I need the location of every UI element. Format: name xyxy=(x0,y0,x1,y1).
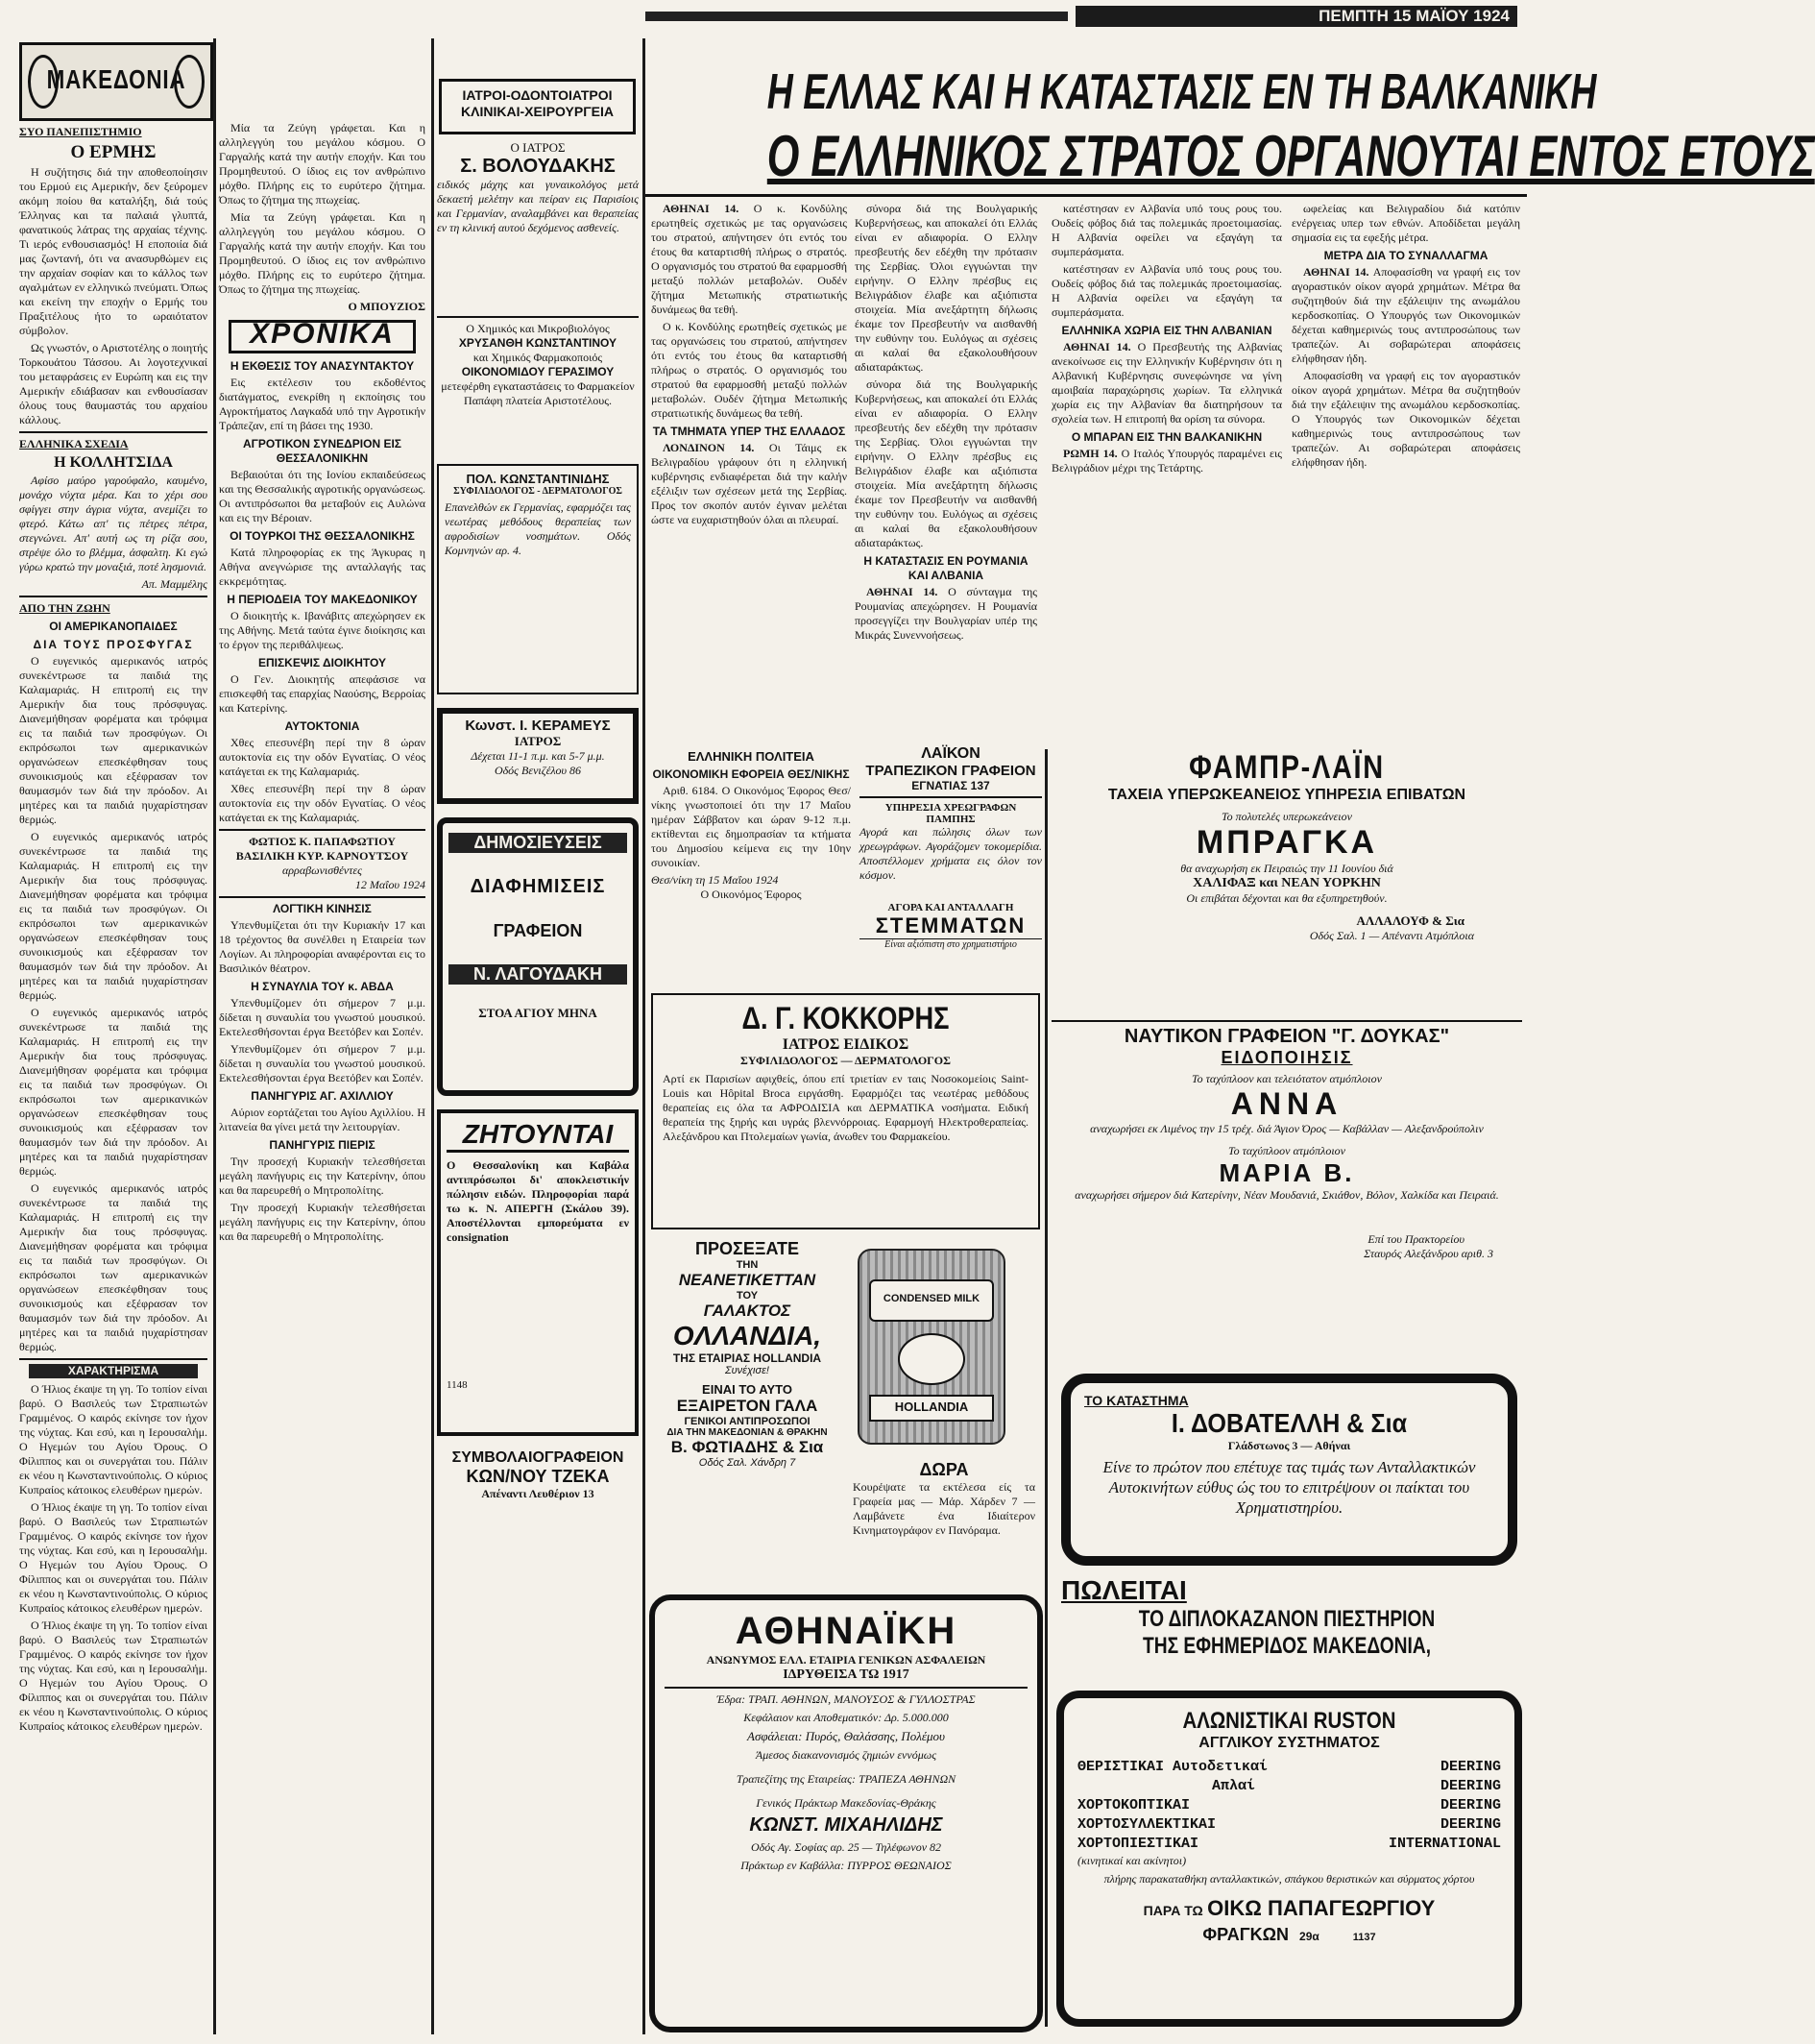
ruston-brand: DEERING xyxy=(1440,1797,1501,1813)
insurance-ad xyxy=(649,1594,1043,2032)
news-body: σύνορα διά της Βουλγαρικής Κυβερνήσεως, και αποκαλεί ότι Ελλάς είναι εν αδιαφορία. Ο Ελλην πρεσβευτής δεν εδέχθη την πρότασιν της Σερβίας. Όλοι εγγυώνται την ειρήνην. Ο Ελλην πρέσβυς εις Βελιγράδιον έλαβε και αξιόπιστα στοιχεία. Μία ανεξάρτητη δήλωσις έκαμε τον Πρεσβευτήν να αισθανθή την ευθύνην του. Ευλόγως αι σχέσεις αι καλαί θα εξακολουθήσουν αδιαταράκτως. xyxy=(855,202,1037,374)
dovatelli-text: Είνε το πρώτον που επέτυχε τας τιμάς των Ανταλλακτικών Αυτοκινήτων εύθυς ώς του το επιτρέψουν οι παίκται του Χρηματιστηρίου. xyxy=(1102,1458,1476,1517)
poem-title: Η ΚΟΛΛΗΤΣΙΔΑ xyxy=(54,454,173,471)
ruston-dealer xyxy=(1077,1896,1501,1921)
news-heading: ΤΑ ΤΜΗΜΑΤΑ ΥΠΕΡ ΤΗΣ ΕΛΛΑΔΟΣ xyxy=(652,425,846,438)
milk-line: ΕΙΝΑΙ ΤΟ ΑΥΤΟ xyxy=(702,1382,792,1397)
milk-can-brand-text: HOLLANDIA xyxy=(894,1399,969,1414)
dovatelli-name: Ι. ΔΟΒΑΤΕΛΛΗ & Σια xyxy=(1171,1408,1408,1438)
insurance-line: Τραπεζίτης της Εταιρείας: ΤΡΑΠΕΖΑ ΑΘΗΝΩΝ xyxy=(736,1772,956,1786)
ruston-item: ΧΟΡΤΟΚΟΠΤΙΚΑΙ xyxy=(1077,1797,1191,1813)
news-dateline: ΑΘΗΝΑΙ 14. xyxy=(1063,340,1131,353)
kerameus-address: Οδός Βενιζέλου 86 xyxy=(494,764,582,777)
notary-line-1: ΣΥΜΒΟΛΑΙΟΓΡΑΦΕΙΟΝ xyxy=(451,1449,624,1466)
wanted-text: Ο Θεσσαλονίκη και Καβάλα αντιπρόσωποι δι' αποκλειστικήν πώλησιν ειδών. Πληροφορίαι παρά τω κ. Ν. ΑΠΕΡΓΗ (Σκάλου 39). Αποστέλλονται εμπορεύματα εν consignation xyxy=(447,1158,629,1244)
section-kicker: ΣΥΟ ΠΑΝΕΠΙΣΤΗΜΙΟ xyxy=(19,125,142,138)
doukas-line: Το ταχύπλοον και τελειότατον ατμόπλοιον xyxy=(1192,1072,1382,1085)
column-3 xyxy=(437,140,639,2032)
doukas-text: αναχωρήσει σήμερον διά Κατερίνην, Νέαν Μουδανιά, Σκιάθον, Βόλον, Χαλκίδα και Πειραιά. xyxy=(1075,1188,1499,1202)
date-line xyxy=(1076,6,1517,27)
masthead xyxy=(19,42,213,121)
doukas-line: Το ταχύπλοον ατμόπλοιον xyxy=(1228,1144,1345,1157)
insurance-line: Οδός Αγ. Σοφίας αρ. 25 — Τηλέφωνον 82 xyxy=(750,1840,942,1854)
divider xyxy=(437,316,639,318)
doctor-ad-text: ειδικός μάχης και γυναικολόγος μετά δεκαετή μελέτην και πείραν εις Παρισίοις και Γερμανίαν, αναλαμβάνει και θεραπείας εν τη κλινική αυτού δεχόμενος ασθενείς. xyxy=(437,178,639,234)
doukas-ad xyxy=(1052,1016,1522,1372)
news-body: Χθες επεσυνέβη περί την 8 ώραν αυτοκτονία εις την οδόν Εγνατίας. Ο νέος κατάγεται εκ της Καλαμαριάς. xyxy=(219,782,425,824)
ruston-row xyxy=(1077,1758,1501,1777)
news-body xyxy=(1292,265,1520,366)
news-body: Υπενθυμίζομεν ότι σήμερον 7 μ.μ. δίδεται η συναυλία του γνωστού μουσικού. Εκτελεσθήσονται έργα Βεετόβεν και Σοπέν. xyxy=(219,1042,425,1084)
divider xyxy=(19,1358,207,1360)
sub-headline: Ο ΕΛΛΗΝΙΚΟΣ ΣΤΡΑΤΟΣ ΟΡΓΑΝΟΥΤΑΙ ΕΝΤΟΣ ΕΤΟΥΣ xyxy=(766,124,1815,188)
ruston-brand: DEERING xyxy=(1440,1816,1501,1833)
column-rule xyxy=(642,38,645,2034)
news-text: Οι Τάιμς εκ Βελιγραδίου γράφουν ότι η ελληνική κυβέρνησις ενδιαφέρεται διά την καλήν εξέλιξιν των σχέσεων μετά της Σερβίας. Προς τον σκοπόν αυτόν έγιναν μελέται ώστε να ευχαριστηθούν όλαι αι πλευραί. xyxy=(651,441,848,526)
insurance-line: Πράκτωρ εν Καβάλλα: ΠΥΡΡΟΣ ΘΕΩΝΑΙΟΣ xyxy=(740,1859,952,1872)
article-subtitle: ΔΙΑ ΤΟΥΣ ΠΡΟΣΦΥΓΑΣ xyxy=(33,638,194,651)
ruston-para: ΠΑΡΑ ΤΩ xyxy=(1143,1903,1203,1918)
doukas-line: Επί του Πρακτορείου xyxy=(1367,1232,1464,1246)
milk-line: ΤΗΣ ΕΤΑΙΡΙΑΣ HOLLANDIA xyxy=(672,1351,822,1365)
wanted-ref: 1148 xyxy=(447,1379,468,1391)
ruston-list xyxy=(1077,1758,1501,1854)
ruston-brand: DEERING xyxy=(1440,1778,1501,1794)
ruston-ref: 1137 xyxy=(1352,1932,1376,1943)
dovatelli-kicker: ΤΟ ΚΑΤΑΣΤΗΜΑ xyxy=(1084,1393,1189,1408)
agency-line-1: ΔΗΜΟΣΙΕΥΣΕΙΣ xyxy=(448,833,627,853)
milk-line: ΝΕΑΝΕΤΙΚΕΤΤΑΝ xyxy=(678,1271,816,1289)
news-body: Ο κ. Κονδύλης ερωτηθείς σχετικώς με τας οργανώσεις του στρατού, απήντησεν ότι εντός του έτους θα καταρτισθή πλήρως ο στρατός. Ο οργανισμός του στρατού θα εφαρμοσθή μεταξύ πολλών μεταβολών. Ουδέν ζήτημα Μετωπικής στρατιωτικής δυνάμεως θα τεθή. xyxy=(651,320,847,420)
agency-line-2: ΔΙΑΦΗΜΙΣΕΙΣ xyxy=(470,876,606,897)
news-text: Ο σύνταγμα της Ρουμανίας απεχώρησεν. Η Ρουμανία προσεγγίζει την Βουλγαρίαν υπέρ της Μικράς Συνεννοήσεως. xyxy=(855,585,1037,642)
news-heading: Ο ΜΠΑΡΑΝ ΕΙΣ ΤΗΝ ΒΑΛΚΑΝΙΚΗΝ xyxy=(1071,430,1263,444)
doukas-ship-2: ΜΑΡΙΑ Β. xyxy=(1219,1158,1355,1187)
milk-line: ΕΞΑΙΡΕΤΟΝ ΓΑΛΑ xyxy=(676,1397,818,1415)
pharmacy-kicker: Ο Χημικός και Μικροβιολόγος xyxy=(466,322,610,335)
column-1 xyxy=(19,121,207,2032)
milk-can-label xyxy=(869,1279,994,1322)
ruston-house: ΟΙΚΩ ΠΑΠΑΓΕΩΡΓΙΟΥ xyxy=(1207,1896,1436,1920)
kokkoris-title: ΙΑΤΡΟΣ ΕΙΔΙΚΟΣ xyxy=(782,1036,909,1053)
news-body: ωφελείας και Βελιγραδίου διά κατόπιν ενέργειας υπερ των εθνών. Αποδίδεται μεγάλη σημασία εις τα εφεξής μέτρα. xyxy=(1292,202,1520,244)
divider xyxy=(665,1687,1028,1689)
fabre-line: Οι επιβάται δέχονται και θα εξυπηρετηθούν. xyxy=(1186,891,1388,905)
column-5 xyxy=(855,202,1037,740)
news-heading: ΑΓΡΟΤΙΚΟΝ ΣΥΝΕΔΡΙΟΝ ΕΙΣ ΘΕΣΣΑΛΟΝΙΚΗΝ xyxy=(242,437,402,465)
doctors-ad-title: ΙΑΤΡΟΙ-ΟΔΟΝΤΟΙΑΤΡΟΙ ΚΛΙΝΙΚΑΙ-ΧΕΙΡΟΥΡΓΕΙΑ xyxy=(461,87,614,119)
section-heading-box: ΧΑΡΑΚΤΗΡΙΣΜΑ xyxy=(29,1364,198,1378)
divider xyxy=(19,596,207,597)
divider xyxy=(19,431,207,433)
ruston-stock: πλήρης παρακαταθήκη ανταλλακτικών, σπάγκου θεριστικών και σύρματος χόρτου xyxy=(1103,1872,1475,1886)
ruston-street: ΦΡΑΓΚΩΝ xyxy=(1202,1925,1290,1944)
milk-can-brand xyxy=(869,1395,994,1422)
column-7 xyxy=(1292,202,1520,740)
ruston-title: ΑΛΩΝΙΣΤΙΚΑΙ RUSTON xyxy=(1182,1708,1396,1734)
milk-line: ΤΗΝ xyxy=(736,1259,759,1271)
news-heading: ΜΕΤΡΑ ΔΙΑ ΤΟ ΣΥΝΑΛΛΑΓΜΑ xyxy=(1323,249,1488,262)
agency-line-3: ΓΡΑΦΕΙΟΝ xyxy=(493,921,583,940)
article-body: Ο ευγενικός αμερικανός ιατρός συνεκέντρωσε τα παιδιά της Καλαμαριάς. Η επιτροπή εις την Αμερικήν δια τους πρόσφυγας. Διανεμήθησαν φορέματα και τρόφιμα εις τα παιδιά των προσφύγων. Οι εκπρόσωποι των αμερικανικών οργανώσεων επεσκέφθησαν τους συνοικισμούς και εξέφρασαν τον θαυμασμόν των διά την πρόοδον. Αι μητέρες και τα παιδιά ηυχαρίστησαν θερμώς. xyxy=(19,1181,207,1353)
milk-can-label-text: CONDENSED MILK xyxy=(883,1293,980,1304)
bank-ad-title: ΛΑΪΚΟΝ xyxy=(921,745,980,762)
sale-line-2: ΤΗΣ ΕΦΗΜΕΡΙΔΟΣ ΜΑΚΕΔΟΝΙΑ, xyxy=(1142,1633,1432,1659)
bank-ad-text: Αγορά και πώλησις όλων των χρεωγράφων. Αγοράζομεν τοκομερίδια. Αποστέλλομεν χρήματα εις όλον τον κόσμον. xyxy=(859,825,1042,882)
fabre-destinations: ΧΑΛΙΦΑΞ και ΝΕΑΝ ΥΟΡΚΗΝ xyxy=(1193,876,1381,890)
doukas-title: ΝΑΥΤΙΚΟΝ ΓΡΑΦΕΙΟΝ "Γ. ΔΟΥΚΑΣ" xyxy=(1124,1026,1450,1047)
ruston-ad xyxy=(1056,1691,1522,2027)
date-text: ΠΕΜΠΤΗ 15 ΜΑΪΟΥ 1924 xyxy=(1319,7,1510,25)
ruston-item: ΘΕΡΙΣΤΙΚΑΙ Αυτοδετικαί xyxy=(1077,1759,1269,1775)
main-headline: Η ΕΛΛΑΣ ΚΑΙ Η ΚΑΤΑΣΤΑΣΙΣ ΕΝ ΤΗ ΒΑΛΚΑΝΙΚΗ xyxy=(766,64,1597,120)
pharmacy-ad xyxy=(437,322,639,456)
news-body: Ο διοικητής κ. Ιβανάβιτς απεχώρησεν εκ της Αθήνης. Μετά ταύτα έγινε διοίκησις και το έργον της περιθάλψεως. xyxy=(219,609,425,651)
ruston-item: Απλαί xyxy=(1212,1778,1256,1794)
engagement-names: ΦΩΤΙΟΣ Κ. ΠΑΠΑΦΩΤΙΟΥ ΒΑΣΙΛΙΚΗ ΚΥΡ. ΚΑΡΝΟΥΤΣΟΥ xyxy=(235,835,409,863)
milk-line: ΠΡΟΣΕΞΑΤΕ xyxy=(695,1239,799,1258)
doukas-line: αναχωρήσει εκ Λιμένος την 15 τρέχ. διά Άγιον Όρος — Καβάλλαν — Αλεξανδρούπολιν xyxy=(1090,1122,1484,1135)
ruston-number: 29α xyxy=(1299,1930,1319,1943)
milk-line: Συνέχισε! xyxy=(725,1365,769,1376)
article-signature: Ο ΜΠΟΥΖΙΟΣ xyxy=(348,300,425,313)
poem-body: Αφίσο μαύρο γαρούφαλο, καυμένο, μονάχο νύχτα μέρα. Και το χέρι σου σφίγγει στην άγρια νύχτα, ανεμίζει το φτερό. Κάτω απ' τις πέτρες πέτρα, στεγνώνει. Απ' αυτή ως τη ρίζα σου, στρέψε όλο το βλέμμα, άσφαλτη. Κι εγώ γύρω κρατώ την μοναξιά, ποτέ λησμονιά. xyxy=(19,474,207,573)
column-4 xyxy=(651,202,847,740)
news-heading: Η ΕΚΘΕΣΙΣ ΤΟΥ ΑΝΑΣΥΝΤΑΚΤΟΥ xyxy=(230,359,415,373)
bank-ad-subtitle: ΥΠΗΡΕΣΙΑ ΧΡΕΩΓΡΑΦΩΝ ΠΑΜΠΗΣ xyxy=(884,802,1017,825)
article-body: Ως γνωστόν, ο Αριστοτέλης ο ποιητής Τορκουάτου Τάσσου. Αι λογοτεχνικαί του μεταφράσεις εν Ευρώπη και εις την Αμερικήν εδιάβασαν και ενθουσίασαν όλους τους θαυμαστάς του αρχαίου κάλλους. xyxy=(19,341,207,426)
bank-ad-foot: ΑΓΟΡΑ ΚΑΙ ΑΝΤΑΛΛΑΓΗ xyxy=(887,902,1014,913)
news-heading: ΛΟΓΤΙΚΗ ΚΙΝΗΣΙΣ xyxy=(273,902,372,915)
top-rule xyxy=(645,12,1068,21)
insurance-line: Ασφάλειαι: Πυρός, Θαλάσσης, Πολέμου xyxy=(747,1729,945,1743)
ruston-brand: INTERNATIONAL xyxy=(1388,1836,1501,1852)
wanted-title: ΖΗΤΟΥΝΤΑΙ xyxy=(447,1119,629,1153)
fabre-subtitle: ΤΑΧΕΙΑ ΥΠΕΡΩΚΕΑΝΕΙΟΣ ΥΠΗΡΕΣΙΑ ΕΠΙΒΑΤΩΝ xyxy=(1107,787,1466,803)
bank-ad-title-2: ΤΡΑΠΕΖΙΚΟΝ ΓΡΑΦΕΙΟΝ xyxy=(865,763,1036,779)
milk-line: Οδός Σαλ. Χάνδρη 7 xyxy=(698,1457,796,1469)
ruston-subtitle: ΑΓΓΛΙΚΟΥ ΣΥΣΤΗΜΑΤΟΣ xyxy=(1198,1735,1380,1751)
news-dateline: ΑΘΗΝΑΙ 14. xyxy=(866,585,938,598)
news-body xyxy=(1052,447,1282,475)
doukas-notice: ΕΙΔΟΠΟΙΗΣΙΣ xyxy=(1221,1048,1353,1067)
column-rule xyxy=(213,38,216,2034)
dovatelli-address: Γλάδστωνος 3 — Αθήναι xyxy=(1227,1439,1351,1452)
column-2 xyxy=(219,121,425,2032)
section-heading: ΑΠΟ ΤΗΝ ΖΩΗΝ xyxy=(19,601,110,615)
kokkoris-spec: ΣΥΦΙΛΙΔΟΛΟΓΟΣ — ΔΕΡΜΑΤΟΛΟΓΟΣ xyxy=(740,1054,951,1067)
insurance-line: Κεφάλαιον και Αποθεματικόν: Δρ. 5.000.000 xyxy=(743,1711,949,1724)
ruston-street-row xyxy=(1077,1925,1501,1945)
notice-title: ΕΛΛΗΝΙΚΗ ΠΟΛΙΤΕΙΑ xyxy=(688,749,814,764)
news-body xyxy=(651,202,847,317)
news-body: κατέστησαν εν Αλβανία υπό τους ρους του. Ουδείς φόβος διά τας πολεμικάς προετοιμασίας. Η Αλβανία οφείλει να εξαγάγη τα συμπεράσματα. xyxy=(1052,202,1282,258)
fabre-ship: ΜΠΡΑΓΚΑ xyxy=(1196,824,1378,861)
ruston-row xyxy=(1077,1796,1501,1815)
bank-ad-address: ΕΓΝΑΤΙΑΣ 137 xyxy=(911,779,990,792)
news-body: Υπενθυμίζομεν ότι σήμερον 7 μ.μ. δίδεται η συναυλία του γνωστού μουσικού. Εκτελεσθήσονται έργα Βεετόβεν και Σοπέν. xyxy=(219,996,425,1038)
article-body: Ο Ήλιος έκαψε τη γη. Το τοπίον είναι βαρύ. Ο Βασιλεύς των Στραπιωτών Γραμμένος. Ο καιρός εκίνησε τον ήχον της νύχτας. Και εσύ, και η Ιερουσαλήμ. Ο Ηγεμών του Αγίου Όρους. Ο Φίλιππος και οι συνεργάται του. Πάλιν εκ νέου η Κωνσταντινούπολις. Ο κύριος Κυπραίος κάτοικος ελευθέρων ημερών. xyxy=(19,1500,207,1615)
milk-line: ΟΛΛΑΝΔΙΑ, xyxy=(672,1321,822,1350)
tax-notice xyxy=(651,745,851,986)
doctor-ad-kicker: Ο ΙΑΤΡΟΣ xyxy=(510,140,566,155)
news-heading: ΠΑΝΗΓΥΡΙΣ ΑΓ. ΑΧΙΛΛΙΟΥ xyxy=(251,1089,394,1103)
news-body: Κατά πληροφορίας εκ της Άγκυρας η Αθήνα ανεγνώρισε της ανταλλαγής τας εκκρεμότητας. xyxy=(219,546,425,588)
article-title: Ο ΕΡΜΗΣ xyxy=(70,142,157,162)
column-rule xyxy=(431,38,434,2034)
ruston-row xyxy=(1077,1835,1501,1854)
divider xyxy=(219,829,425,831)
news-text: Ο κ. Κονδύλης ερωτηθείς σχετικώς με τας οργανώσεις του στρατού, απήντησεν ότι εντός του έτους θα καταρτισθή πλήρως ο στρατός. Ο οργανισμός του στρατού θα εφαρμοσθή μεταξύ πολλών μεταβολών. Ουδέν ζήτημα Μετωπικής στρατιωτικής δυνάμεως θα τεθή. xyxy=(651,202,848,316)
agency-line-4: Ν. ΛΑΓΟΥΔΑΚΗ xyxy=(448,964,627,985)
kokkoris-ad xyxy=(651,993,1040,1229)
pharmacy-name-2: ΟΙΚΟΝΟΜΙΔΟΥ ΓΕΡΑΣΙΜΟΥ xyxy=(461,365,615,378)
news-heading: ΕΛΛΗΝΙΚΑ ΧΩΡΙΑ ΕΙΣ ΤΗΝ ΑΛΒΑΝΙΑΝ xyxy=(1061,324,1272,337)
section-heading: ΕΛΛΗΝΙΚΑ ΣΧΕΔΙΑ xyxy=(19,437,129,450)
ruston-note: (κινητικαί και ακίνητοι) xyxy=(1077,1854,1187,1867)
bank-ad-tag: Είναι αξιόπιστη στο χρηματιστήριο xyxy=(859,938,1042,950)
kerameus-name: Κωνστ. Ι. ΚΕΡΑΜΕΥΣ xyxy=(465,718,611,734)
article-body: Ο ευγενικός αμερικανός ιατρός συνεκέντρωσε τα παιδιά της Καλαμαριάς. Η επιτροπή εις την Αμερικήν δια τους πρόσφυγας. Διανεμήθησαν φορέματα και τρόφιμα εις τα παιδιά των προσφύγων. Οι εκπρόσωποι των αμερικανικών οργανώσεων επεσκέφθησαν τους συνοικισμούς και εξέφρασαν τον θαυμασμόν των διά την πρόοδον. Αι μητέρες και τα παιδιά ηυχαρίστησαν θερμώς. xyxy=(19,654,207,826)
doukas-line: Σταυρός Αλεξάνδρου αριθ. 3 xyxy=(1364,1247,1493,1260)
milk-line: ΤΟΥ xyxy=(736,1290,759,1302)
poem-signature: Απ. Μαμμέλης xyxy=(141,577,207,591)
sale-ad xyxy=(1052,1575,1522,1681)
engagement-label: αρραβωνισθέντες xyxy=(282,864,362,877)
news-heading: ΟΙ ΤΟΥΡΚΟΙ ΤΗΣ ΘΕΣΣΑΛΟΝΙΚΗΣ xyxy=(230,529,415,543)
news-body xyxy=(855,585,1037,643)
milk-ad xyxy=(651,1239,1040,1585)
news-body: Την προσεχή Κυριακήν τελεσθήσεται μεγάλη πανήγυρις εις την Κατερίνην, όπου και θα παρευρεθή ο Μητροπολίτης. xyxy=(219,1155,425,1197)
fabre-line: θα αναχωρήση εκ Πειραιώς την 11 Ιουνίου διά xyxy=(1180,862,1393,875)
doukas-ship: ΑΝΝΑ xyxy=(1230,1086,1343,1121)
agency-line-5: ΣΤΟΑ ΑΓΙΟΥ ΜΗΝΑ xyxy=(478,1006,597,1020)
news-body: Βεβαιούται ότι της Ιονίου εκπαιδεύσεως και της Θεσσαλικής αγροτικής οργανώσεως. Οι αντιπρόσωποι θα μεταβούν εις Αυλώνα και εις την Βέροιαν. xyxy=(219,468,425,524)
news-heading: Η ΠΕΡΙΟΔΕΙΑ ΤΟΥ ΜΑΚΕΔΟΝΙΚΟΥ xyxy=(227,593,418,606)
divider xyxy=(219,896,425,898)
news-body: Εις εκτέλεσιν του εκδοθέντος διατάγματος, ενεκρίθη η εκποίησις του Αγροκτήματος Λαγκαδά υπό την Αγροτικήν Τράπεζαν, επί τη βάσει της 1930. xyxy=(219,376,425,432)
notary-ad xyxy=(437,1449,639,1501)
wanted-ad xyxy=(437,1109,639,1436)
engagement-date: 12 Μαΐου 1924 xyxy=(354,878,425,891)
milk-line: ΔΙΑ ΤΗΝ ΜΑΚΕΔΟΝΙΑΝ & ΘΡΑΚΗΝ xyxy=(666,1427,828,1438)
article-body: Μία τα Ζεύγη γράφεται. Και η αλληλεγγύη του μεγάλου κόσμου. Ο Γαργαλής κατά την αυτήν εποχήν. Και του Προμηθευτού. Ο ίδιος εις τον ανθρώπινο μόχθο. Πλήρης εις το ευρύτερο ζήτημα. Όπως το ζήτημα της πτωχείας. xyxy=(219,210,425,296)
news-heading: ΠΑΝΗΓΥΡΙΣ ΠΙΕΡΙΣ xyxy=(269,1138,375,1152)
news-body: Υπενθυμίζεται ότι την Κυριακήν 17 και 18 τρέχοντος θα συνέλθει η Εταιρεία των Λογίων. Αι πληροφορίαι αναφέρονται εις το Βασιλικόν θέατρον. xyxy=(219,918,425,975)
news-body: σύνορα διά της Βουλγαρικής Κυβερνήσεως, και αποκαλεί ότι Ελλάς είναι εν αδιαφορία. Ο Ελλην πρεσβευτής δεν εδέχθη την πρότασιν της Σερβίας. Όλοι εγγυώνται την ειρήνην. Ο Ελλην πρέσβυς εις Βελιγράδιον έλαβε και αξιόπιστα στοιχεία. Μία ανεξάρτητη δήλωσις έκαμε τον Πρεσβευτήν να αισθανθή την ευθύνην του. Ευλόγως αι σχέσεις αι καλαί θα εξακολουθήσουν αδιαταράκτως. xyxy=(855,377,1037,549)
news-body: Ο Γεν. Διοικητής απεφάσισε να επισκεφθή τας επαρχίας Ναούσης, Βερροίας και Κατερίνης. xyxy=(219,672,425,715)
article-body: Η συζήτησις διά την αποθεοποίησιν του Ερμού εις Αμερικήν, δεν ξεύρομεν ακόμη ποίου θα καταλήξη, διά τούς Έλληνας και τα παλαιά γλυπτά, φανατικούς λάτρας της αρχαίας τέχνης. Τι ιερός ενθουσιασμός! Η εποποιία διά μας ζωντανή, ότι να ανασυρθώμεν εις την αρχαίαν σοφίαν και το κάλλος των αγαλμάτων εν ελληνικώ πνεύματι. Όπως και εκείνη την εποχήν ο Ερμής του Πραξιτέλους ήτο το ωραιότατον σύμβολον. xyxy=(19,165,207,337)
news-dateline: ΑΘΗΝΑΙ 14. xyxy=(663,202,739,215)
milk-ad-text xyxy=(651,1239,843,1469)
article-body: Ο ευγενικός αμερικανός ιατρός συνεκέντρωσε τα παιδιά της Καλαμαριάς. Η επιτροπή εις την Αμερικήν δια τους πρόσφυγας. Διανεμήθησαν φορέματα και τρόφιμα εις τα παιδιά των προσφύγων. Οι εκπρόσωποι των αμερικανικών οργανώσεων επεσκέφθησαν τους συνοικισμούς και εξέφρασαν τον θαυμασμόν των διά την πρόοδον. Αι μητέρες και τα παιδιά ηυχαρίστησαν θερμώς. xyxy=(19,830,207,1002)
kerameus-ad xyxy=(437,708,639,804)
notary-line-3: Απέναντι Λευθέριον 13 xyxy=(481,1487,594,1500)
milk-line: ΓΕΝΙΚΟΙ ΑΝΤΙΠΡΟΣΩΠΟΙ xyxy=(684,1416,811,1427)
insurance-line: Γενικός Πράκτωρ Μακεδονίας-Θράκης xyxy=(756,1796,936,1810)
sale-title: ΠΩΛΕΙΤΑΙ xyxy=(1061,1575,1187,1605)
dermatologist-name: ΠΟΛ. ΚΩΝΣΤΑΝΤΙΝΙΔΗΣ xyxy=(466,472,610,486)
kerameus-title: ΙΑΤΡΟΣ xyxy=(514,734,562,748)
kokkoris-name: Δ. Γ. ΚΟΚΚΟΡΗΣ xyxy=(741,1001,950,1035)
article-body: Ο ευγενικός αμερικανός ιατρός συνεκέντρωσε τα παιδιά της Καλαμαριάς. Η επιτροπή εις την Αμερικήν δια τους πρόσφυγας. Διανεμήθησαν φορέματα και τρόφιμα εις τα παιδιά των προσφύγων. Οι εκπρόσωποι των αμερικανικών οργανώσεων επεσκέφθησαν τους συνοικισμούς και εξέφρασαν τον θαυμασμόν των διά την πρόοδον. Αι μητέρες και τα παιδιά ηυχαρίστησαν θερμώς. xyxy=(19,1006,207,1178)
pharmacy-and: και Χημικός Φαρμακοποιός xyxy=(472,351,603,364)
bank-ad-big: ΣΤΕΜΜΑΤΩΝ xyxy=(875,913,1027,937)
gifts-text: Κουρέψατε τα εκτέλεσα είς τα Γραφεία μας — Μάρ. Χάρδεν 7 — Λαμβάνετε ένα Ιδιαίτερον Κινηματογράφον εν Πανόραμα. xyxy=(853,1480,1035,1537)
news-text: Ο Πρεσβευτής της Αλβανίας ανεκοίνωσε εις την Ελληνικήν Κυβέρνησιν ότι η Αλβανική Κυβέρνησις συνεφώνησε να γίνη αμοιβαία παραχώρησις χωρίων. Τα ελληνικά χωρία εις την Αλβανίαν θα διατηρήσουν τα σχολεία των. Η επιτροπή θα ορίση τα σύνορα. xyxy=(1052,340,1282,426)
news-body: Αύριον εορτάζεται του Αγίου Αχιλλίου. Η λιτανεία θα γίνει μετά την λειτουργίαν. xyxy=(219,1106,425,1133)
pharmacy-text: μετεφέρθη εγκαταστάσεις το Φαρμακείον Παπάφη πλατεία Αριστοτέλους. xyxy=(441,379,635,407)
article-title: ΟΙ ΑΜΕΡΙΚΑΝΟΠΑΙΔΕΣ xyxy=(49,620,178,633)
news-dateline: ΑΘΗΝΑΙ 14. xyxy=(1303,265,1369,279)
milk-can-emblem xyxy=(898,1333,965,1385)
dermatologist-ad xyxy=(437,464,639,694)
milk-line: ΓΑΛΑΚΤΟΣ xyxy=(703,1302,791,1320)
news-text: Ο Ιταλός Υπουργός παραμένει εις Βελιγράδιον μέχρι της Τετάρτης. xyxy=(1052,447,1283,474)
doctor-ad-name: Σ. ΒΟΛΟΥΔΑΚΗΣ xyxy=(460,156,616,177)
news-heading: Η ΣΥΝΑΥΛΙΑ ΤΟΥ κ. ΑΒΔΑ xyxy=(251,980,394,993)
sale-line: ΤΟ ΔΙΠΛΟΚΑΖΑΝΟΝ ΠΙΕΣΤΗΡΙΟΝ xyxy=(1138,1606,1436,1632)
article-body: Ο Ήλιος έκαψε τη γη. Το τοπίον είναι βαρύ. Ο Βασιλεύς των Στραπιωτών Γραμμένος. Ο καιρός εκίνησε τον ήχον της νύχτας. Και εσύ, και η Ιερουσαλήμ. Ο Ηγεμών του Αγίου Όρους. Ο Φίλιππος και οι συνεργάται του. Πάλιν εκ νέου η Κωνσταντινούπολις. Ο κύριος Κυπραίος κάτοικος ελευθέρων ημερών. xyxy=(19,1382,207,1496)
notice-signature: Ο Οικονόμος Έφορος xyxy=(700,888,802,901)
milk-can-image xyxy=(858,1249,1005,1445)
milk-line: Β. ΦΩΤΙΑΔΗΣ & Σια xyxy=(670,1438,824,1456)
fabre-title: ΦΑΜΠΡ-ΛΑΪΝ xyxy=(1189,749,1385,786)
column-rule xyxy=(1045,749,1048,2027)
chronika-title: ΧΡΟΝΙΚΑ xyxy=(250,318,395,350)
insurance-line: Άμεσος διακανονισμός ζημιών εννόμως xyxy=(755,1748,937,1762)
divider xyxy=(859,796,1042,798)
insurance-agent: ΚΩΝΣΤ. ΜΙΧΑΗΛΙΔΗΣ xyxy=(749,1814,943,1836)
news-dateline: ΡΩΜΗ 14. xyxy=(1063,447,1118,460)
chronika-banner xyxy=(229,320,416,353)
news-body xyxy=(651,441,847,527)
news-body: Αποφασίσθη να γραφή εις τον αγοραστικόν οίκον αγορά χρημάτων. Μέτρα θα συζητηθούν διά την εξάλειψιν της ανωμάλου κερδοσκοπίας. Ο Υπουργός των Οικονομικών δέχεται καθημερινώς τους αντιπροσώπους των τραπεζών. Αι σοβαρώτεραι αποφάσεις ελήφθησαν ήδη. xyxy=(1292,369,1520,469)
divider xyxy=(1052,1020,1522,1022)
news-heading: ΑΥΤΟΚΤΟΝΙΑ xyxy=(284,719,360,733)
ruston-row xyxy=(1077,1777,1501,1796)
notary-line-2: ΚΩΝ/ΝΟΥ ΤΖΕΚΑ xyxy=(466,1467,610,1486)
news-heading: Η ΚΑΤΑΣΤΑΣΙΣ ΕΝ ΡΟΥΜΑΝΙΑ ΚΑΙ ΑΛΒΑΝΙΑ xyxy=(863,554,1028,582)
notice-body: Αριθ. 6184. Ο Οικονόμος Έφορος Θεσ/νίκης γνωστοποιεί ότι την 17 Μαΐου ημέραν Σάββατον και ώραν 9-12 π.μ. εκτίθενται εις δημοπρασίαν τα κτήματα του Δημοσίου κείμενα εις την 10ην συνοικίαν. xyxy=(651,784,851,869)
news-dateline: ΛΟΝΔΙΝΟΝ 14. xyxy=(663,441,755,454)
fabre-address: Οδός Σαλ. 1 — Απέναντι Ατμόπλοια xyxy=(1309,929,1474,942)
fabre-line-ad xyxy=(1052,749,1522,1009)
news-body: Την προσεχή Κυριακήν τελεσθήσεται μεγάλη πανήγυρις εις την Κατερίνην, όπου και θα παρευρεθή ο Μητροπολίτης. xyxy=(219,1201,425,1243)
fabre-line: Το πολυτελές υπερωκεάνειον xyxy=(1222,810,1352,823)
doctor-ad xyxy=(437,140,639,312)
news-heading: ΕΠΙΣΚΕΨΙΣ ΔΙΟΙΚΗΤΟΥ xyxy=(257,656,387,669)
column-6 xyxy=(1052,202,1282,740)
news-body: Χθες επεσυνέβη περί την 8 ώραν αυτοκτονία εις την οδόν Εγνατίας. Ο νέος κατάγεται εκ της Καλαμαριάς. xyxy=(219,736,425,778)
insurance-founded: ΙΔΡΥΘΕΙΣΑ ΤΩ 1917 xyxy=(783,1667,909,1682)
insurance-name: ΑΘΗΝΑΪΚΗ xyxy=(735,1610,957,1652)
news-body xyxy=(1052,340,1282,426)
masthead-title: ΜΑΚΕΔΟΝΙΑ xyxy=(46,64,186,94)
kerameus-hours: Δέχεται 11-1 π.μ. και 5-7 μ.μ. xyxy=(471,749,605,763)
kokkoris-text: Αρτί εκ Παρισίων αφιχθείς, όπου επί τριετίαν εν ταις Νοσοκομείοις Saint-Louis και Hôpital Broca ειργάσθη. Εφαρμόζει τας νεωτέρας μεθόδους θεραπείας εις όλα τα ΑΦΡΟΔΙΣΙΑ και ΔΕΡΜΑΤΙΚΑ νοσήματα. Ειδική θεραπεία της ξηρής και υγράς βλεννόρροιας. Εφαρμογή Ηλεκτροθεραπείας. Αλεξάνδρου και Πτολεμαίων γωνία, άνωθεν του Φαρμακείου. xyxy=(663,1072,1028,1143)
ruston-brand: DEERING xyxy=(1440,1759,1501,1775)
insurance-subtitle: ΑΝΩΝΥΜΟΣ ΕΛΛ. ΕΤΑΙΡΙΑ ΓΕΝΙΚΩΝ ΑΣΦΑΛΕΙΩΝ xyxy=(706,1653,986,1667)
headline-rule xyxy=(645,194,1527,197)
gifts-box xyxy=(853,1460,1035,1575)
doctors-ad-header xyxy=(439,79,636,134)
article-body: Μία τα Ζεύγη γράφεται. Και η αλληλεγγύη του μεγάλου κόσμου. Ο Γαργαλής κατά την αυτήν εποχήν. Και του Προμηθευτού. Ο ίδιος εις τον ανθρώπινο μόχθο. Πλήρης εις το ευρύτερο ζήτημα. Όπως το ζήτημα της πτωχείας. xyxy=(219,121,425,207)
ruston-item: ΧΟΡΤΟΠΙΕΣΤΙΚΑΙ xyxy=(1077,1836,1199,1852)
pharmacy-name: ΧΡΥΣΑΝΘΗ ΚΩΝΣΤΑΝΤΙΝΟΥ xyxy=(458,336,617,350)
notice-date: Θεσ/νίκη τη 15 Μαΐου 1924 xyxy=(651,873,779,887)
insurance-line: Έδρα: ΤΡΑΠ. ΑΘΗΝΩΝ, ΜΑΝΟΥΣΟΣ & ΓΥΛΛΟΣΤΡΑΣ xyxy=(716,1692,976,1706)
bank-ad xyxy=(859,745,1042,986)
gifts-title: ΔΩΡΑ xyxy=(919,1460,969,1479)
dovatelli-ad xyxy=(1061,1374,1517,1566)
fabre-agent: ΑΛΛΑΛΟΥΦ & Σια xyxy=(1356,913,1464,928)
ruston-row xyxy=(1077,1815,1501,1835)
news-text: Αποφασίσθη να γραφή εις τον αγοραστικόν οίκον αγορά χρημάτων. Μέτρα θα συζητηθούν διά την εξάλειψιν της ανωμάλου κερδοσκοπίας. Ο Υπουργός των Οικονομικών δέχεται καθημερινώς τους αντιπροσώπους των τραπεζών. Αι σοβαρώτεραι αποφάσεις ελήφθησαν ήδη. xyxy=(1292,265,1521,365)
dermatologist-spec: ΣΥΦΙΛΙΔΟΛΟΓΟΣ - ΔΕΡΜΑΤΟΛΟΓΟΣ xyxy=(453,486,622,497)
news-body: κατέστησαν εν Αλβανία υπό τους ρους του. Ουδείς φόβος διά τας πολεμικάς προετοιμασίας. Η Αλβανία οφείλει να εξαγάγη τα συμπεράσματα. xyxy=(1052,262,1282,319)
ruston-item: ΧΟΡΤΟΣΥΛΛΕΚΤΙΚΑΙ xyxy=(1077,1816,1217,1833)
article-body: Ο Ήλιος έκαψε τη γη. Το τοπίον είναι βαρύ. Ο Βασιλεύς των Στραπιωτών Γραμμένος. Ο καιρός εκίνησε τον ήχον της νύχτας. Και εσύ, και η Ιερουσαλήμ. Ο Ηγεμών του Αγίου Όρους. Ο Φίλιππος και οι συνεργάται του. Πάλιν εκ νέου η Κωνσταντινούπολις. Ο κύριος Κυπραίος κάτοικος ελευθέρων ημερών. xyxy=(19,1618,207,1733)
notice-subtitle: ΟΙΚΟΝΟΜΙΚΗ ΕΦΟΡΕΙΑ ΘΕΣ/ΝΙΚΗΣ xyxy=(652,767,850,781)
agency-ad xyxy=(437,817,639,1096)
dermatologist-text: Επανελθών εκ Γερμανίας, εφαρμόζει τας νεωτέρας μεθόδους θεραπείας των αφροδισίων νοσημάτων. Οδός Κομνηνών αρ. 4. xyxy=(445,500,631,557)
